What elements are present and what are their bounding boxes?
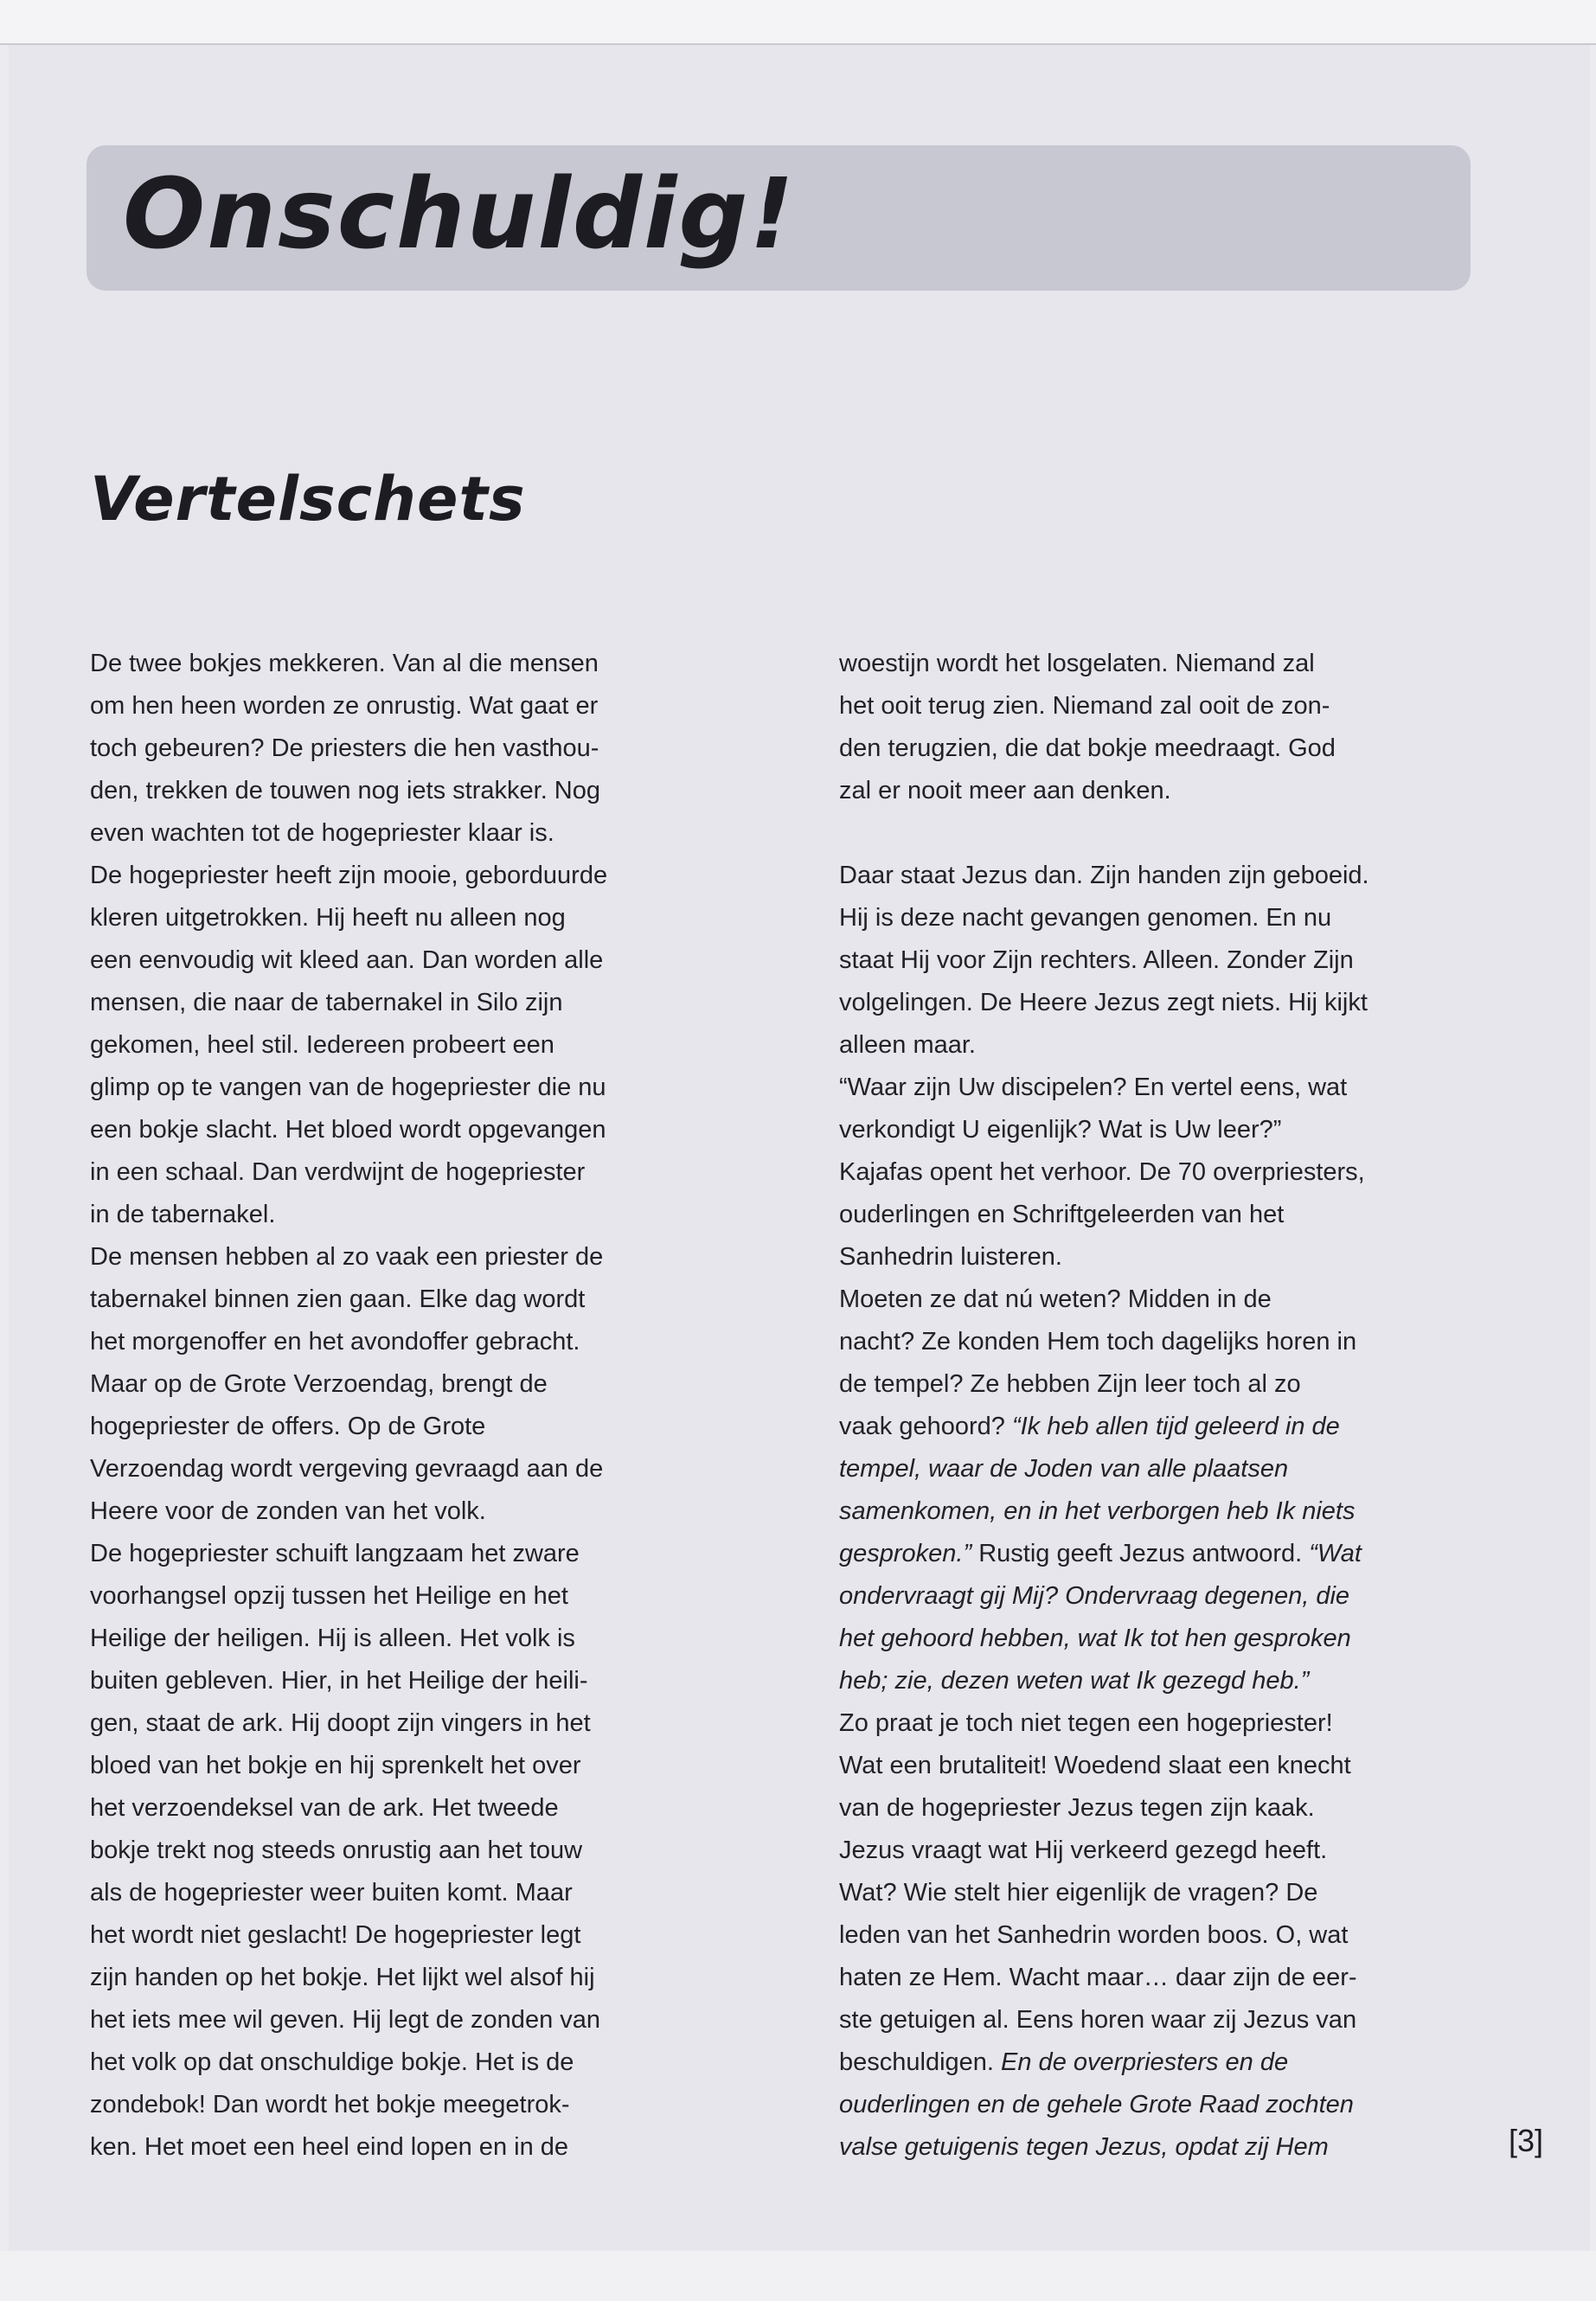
bible-quote: ouderlingen en de gehele Grote Raad zochten bbox=[839, 2091, 1354, 2118]
text-line: ste getuigen al. Eens horen waar zij Jezus van bbox=[839, 2006, 1357, 2034]
right-text-column bbox=[839, 643, 1471, 2169]
text-line: gen, staat de ark. Hij doopt zijn vingers in het bbox=[90, 1709, 591, 1737]
text-line: Heere voor de zonden van het volk. bbox=[90, 1497, 486, 1525]
text-line: ken. Het moet een heel eind lopen en in de bbox=[90, 2133, 569, 2161]
bible-quote: gesproken.” bbox=[839, 1540, 972, 1567]
text-line: Hij is deze nacht gevangen genomen. En nu bbox=[839, 904, 1332, 932]
text-line bbox=[839, 1618, 1471, 1660]
text-line: Kajafas opent het verhoor. De 70 overpriesters, bbox=[839, 1158, 1365, 1186]
text-line bbox=[839, 2084, 1471, 2126]
text-line: De twee bokjes mekkeren. Van al die mensen bbox=[90, 650, 599, 677]
text-line: woestijn wordt het losgelaten. Niemand zal bbox=[839, 650, 1315, 677]
text-line: van de hogepriester Jezus tegen zijn kaak. bbox=[839, 1794, 1315, 1822]
text-line: de tempel? Ze hebben Zijn leer toch al zo bbox=[839, 1370, 1301, 1398]
text-line: in de tabernakel. bbox=[90, 1201, 276, 1228]
page-title: Onschuldig! bbox=[123, 158, 796, 271]
text-line bbox=[839, 1575, 1471, 1618]
text-line: staat Hij voor Zijn rechters. Alleen. Zonder Zijn bbox=[839, 946, 1354, 974]
text-line: voorhangsel opzij tussen het Heilige en het bbox=[90, 1582, 568, 1610]
text-line: Heilige der heiligen. Hij is alleen. Het volk is bbox=[90, 1625, 575, 1652]
text-line bbox=[839, 2126, 1471, 2169]
text-line: ouderlingen en Schriftgeleerden van het bbox=[839, 1201, 1285, 1228]
text-line: zondebok! Dan wordt het bokje meegetrok- bbox=[90, 2091, 570, 2118]
text-line: leden van het Sanhedrin worden boos. O, wat bbox=[839, 1921, 1349, 1949]
text-line: mensen, die naar de tabernakel in Silo zijn bbox=[90, 989, 563, 1016]
section-heading: Vertelschets bbox=[90, 464, 526, 535]
text-line: een bokje slacht. Het bloed wordt opgevangen bbox=[90, 1116, 606, 1144]
text-line: volgelingen. De Heere Jezus zegt niets. Hij kijkt bbox=[839, 989, 1368, 1016]
page-bottom-edge bbox=[0, 2251, 1596, 2301]
text-line: buiten gebleven. Hier, in het Heilige der heili- bbox=[90, 1667, 588, 1695]
text-line bbox=[839, 1448, 1471, 1490]
text-line: Daar staat Jezus dan. Zijn handen zijn geboeid. bbox=[839, 862, 1369, 889]
text-line: even wachten tot de hogepriester klaar is. bbox=[90, 819, 554, 847]
text-line: Verzoendag wordt vergeving gevraagd aan de bbox=[90, 1455, 604, 1483]
text-line: Zo praat je toch niet tegen een hogepriester! bbox=[839, 1709, 1333, 1737]
bible-quote: ondervraagt gij Mij? Ondervraag degenen, die bbox=[839, 1582, 1350, 1610]
text-line: vaak gehoord? “Ik heb allen tijd geleerd in de bbox=[839, 1413, 1340, 1440]
text-line: beschuldigen. En de overpriesters en de bbox=[839, 2048, 1289, 2076]
text-line: tabernakel binnen zien gaan. Elke dag wordt bbox=[90, 1285, 586, 1313]
bible-quote: valse getuigenis tegen Jezus, opdat zij Hem bbox=[839, 2133, 1329, 2161]
text-line: toch gebeuren? De priesters die hen vasthou- bbox=[90, 734, 599, 762]
left-text-column bbox=[90, 643, 730, 2169]
text-line: het volk op dat onschuldige bokje. Het is de bbox=[90, 2048, 574, 2076]
text-line: Wat? Wie stelt hier eigenlijk de vragen? De bbox=[839, 1879, 1318, 1907]
text-line: alleen maar. bbox=[839, 1031, 976, 1059]
bible-quote: “Wat bbox=[1309, 1540, 1362, 1567]
text-line: Moeten ze dat nú weten? Midden in de bbox=[839, 1285, 1272, 1313]
text-line: haten ze Hem. Wacht maar… daar zijn de eer- bbox=[839, 1964, 1357, 1991]
text-line: nacht? Ze konden Hem toch dagelijks horen in bbox=[839, 1328, 1357, 1356]
bible-quote: “Ik heb allen tijd geleerd in de bbox=[1011, 1413, 1340, 1440]
text-line bbox=[839, 1490, 1471, 1533]
text-line: den terugzien, die dat bokje meedraagt. God bbox=[839, 734, 1336, 762]
text-line: Maar op de Grote Verzoendag, brengt de bbox=[90, 1370, 548, 1398]
text-line: kleren uitgetrokken. Hij heeft nu alleen nog bbox=[90, 904, 566, 932]
text-line: Wat een brutaliteit! Woedend slaat een knecht bbox=[839, 1752, 1351, 1779]
bible-quote: het gehoord hebben, wat Ik tot hen gesproken bbox=[839, 1625, 1351, 1652]
text-line: het verzoendeksel van de ark. Het tweede bbox=[90, 1794, 559, 1822]
text-line: Sanhedrin luisteren. bbox=[839, 1243, 1062, 1271]
text-line: Jezus vraagt wat Hij verkeerd gezegd heeft. bbox=[839, 1836, 1328, 1864]
text-line: glimp op te vangen van de hogepriester die nu bbox=[90, 1074, 606, 1101]
text-line: als de hogepriester weer buiten komt. Maar bbox=[90, 1879, 573, 1907]
text-line: bokje trekt nog steeds onrustig aan het touw bbox=[90, 1836, 583, 1864]
text-line bbox=[839, 1660, 1471, 1702]
page-top-edge bbox=[0, 0, 1596, 45]
text-line: De hogepriester schuift langzaam het zware bbox=[90, 1540, 580, 1567]
text-line: een eenvoudig wit kleed aan. Dan worden alle bbox=[90, 946, 604, 974]
text-line: het morgenoffer en het avondoffer gebracht. bbox=[90, 1328, 580, 1356]
bible-quote: samenkomen, en in het verborgen heb Ik niets bbox=[839, 1497, 1356, 1525]
bible-quote: heb; zie, dezen weten wat Ik gezegd heb.” bbox=[839, 1667, 1310, 1695]
text-line: verkondigt U eigenlijk? Wat is Uw leer?” bbox=[839, 1116, 1282, 1144]
text-line: gesproken.” Rustig geeft Jezus antwoord. “Wat bbox=[839, 1540, 1362, 1567]
text-line: zal er nooit meer aan denken. bbox=[839, 777, 1171, 804]
text-line: zijn handen op het bokje. Het lijkt wel alsof hij bbox=[90, 1964, 595, 1991]
text-line: De mensen hebben al zo vaak een priester de bbox=[90, 1243, 604, 1271]
text-line: den, trekken de touwen nog iets strakker. Nog bbox=[90, 777, 601, 804]
paragraph-gap bbox=[839, 812, 1471, 855]
text-line: hogepriester de offers. Op de Grote bbox=[90, 1413, 486, 1440]
text-line: om hen heen worden ze onrustig. Wat gaat er bbox=[90, 692, 599, 720]
page-number: [3] bbox=[1509, 2123, 1544, 2158]
bible-quote: tempel, waar de Joden van alle plaatsen bbox=[839, 1455, 1289, 1483]
text-line: gekomen, heel stil. Iedereen probeert een bbox=[90, 1031, 554, 1059]
text-line: het wordt niet geslacht! De hogepriester legt bbox=[90, 1921, 581, 1949]
text-line: het iets mee wil geven. Hij legt de zonden van bbox=[90, 2006, 601, 2034]
text-line: “Waar zijn Uw discipelen? En vertel eens, wat bbox=[839, 1074, 1348, 1101]
text-line: in een schaal. Dan verdwijnt de hogepriester bbox=[90, 1158, 586, 1186]
text-line: De hogepriester heeft zijn mooie, geborduurde bbox=[90, 862, 608, 889]
bible-quote: En de overpriesters en de bbox=[1001, 2048, 1289, 2076]
text-line: bloed van het bokje en hij sprenkelt het over bbox=[90, 1752, 581, 1779]
text-line: het ooit terug zien. Niemand zal ooit de zon- bbox=[839, 692, 1330, 720]
